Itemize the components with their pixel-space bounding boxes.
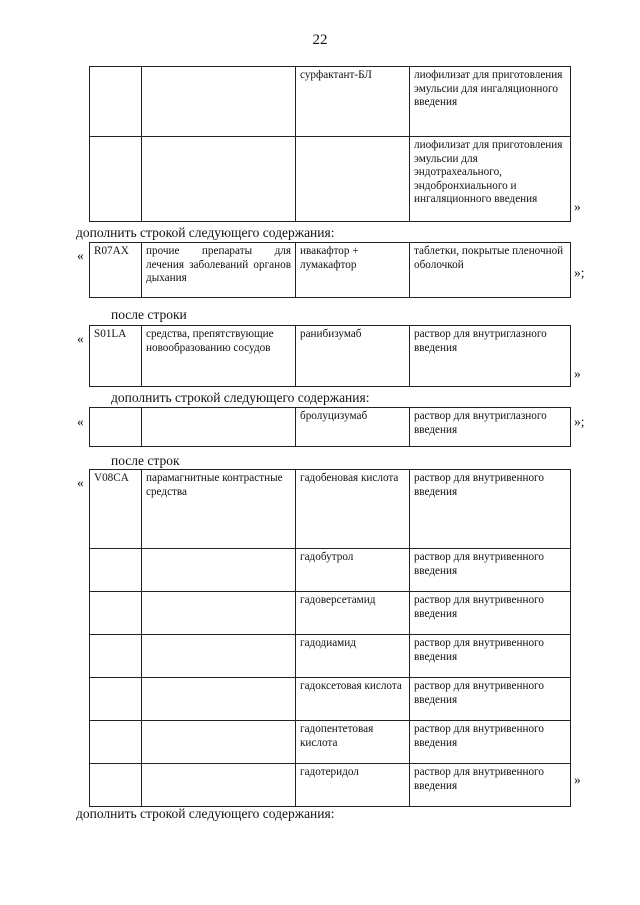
closing-quote: »: [574, 366, 581, 381]
drug-name-cell: [296, 137, 410, 222]
drug-table-4: [89, 407, 571, 447]
atc-code-cell: [90, 635, 142, 678]
dosage-form-cell: раствор для внутривенного введения: [410, 549, 571, 592]
page-number: 22: [312, 32, 328, 48]
table-row: [90, 678, 571, 721]
table-row: [90, 764, 571, 807]
group-cell: [142, 137, 296, 222]
drug-name-cell: гадоверсетамид: [296, 592, 410, 635]
drug-table-2: [89, 242, 571, 298]
instruction-text: дополнить строкой следующего содержания:: [76, 225, 335, 240]
atc-code-cell: [90, 549, 142, 592]
table-row: [90, 326, 571, 387]
table-row: [90, 470, 571, 549]
closing-quote-semicolon: »;: [574, 414, 585, 429]
dosage-form-cell: раствор для внутривенного введения: [410, 678, 571, 721]
drug-name-cell: гадопентетовая кислота: [296, 721, 410, 764]
instruction-text: дополнить строкой следующего содержания:: [76, 806, 335, 821]
table-row: [90, 408, 571, 447]
table-row: [90, 67, 571, 137]
table-row: [90, 137, 571, 222]
group-cell: [142, 635, 296, 678]
table-row: [90, 721, 571, 764]
drug-name-cell: бролуцизумаб: [296, 408, 410, 447]
group-cell: [142, 592, 296, 635]
dosage-form-cell: раствор для внутривенного введения: [410, 764, 571, 807]
drug-table-3: [89, 325, 571, 387]
group-cell: [142, 764, 296, 807]
instruction-text: дополнить строкой следующего содержания:: [111, 390, 370, 405]
table-row: [90, 549, 571, 592]
atc-code-cell: [90, 67, 142, 137]
atc-code-cell: V08CA: [90, 470, 142, 549]
table-row: [90, 592, 571, 635]
dosage-form-cell: раствор для внутривенного введения: [410, 470, 571, 549]
atc-code-cell: [90, 721, 142, 764]
drug-name-cell: гадодиамид: [296, 635, 410, 678]
drug-table-1: [89, 66, 571, 222]
dosage-form-cell: лиофилизат для приготовления эмульсии для эндотрахеального, эндобронхиального и ингаляционного введения: [410, 137, 571, 222]
dosage-form-cell: раствор для внутриглазного введения: [410, 408, 571, 447]
drug-name-cell: гадотеридол: [296, 764, 410, 807]
closing-quote: »: [574, 199, 581, 214]
dosage-form-cell: раствор для внутриглазного введения: [410, 326, 571, 387]
group-cell: [142, 549, 296, 592]
drug-name-cell: ивакафтор + лумакафтор: [296, 243, 410, 298]
dosage-form-cell: раствор для внутривенного введения: [410, 721, 571, 764]
group-cell: [142, 721, 296, 764]
drug-name-cell: сурфактант-БЛ: [296, 67, 410, 137]
closing-quote: »: [574, 772, 581, 787]
drug-name-cell: гадобутрол: [296, 549, 410, 592]
table-row: [90, 243, 571, 298]
atc-code-cell: [90, 678, 142, 721]
drug-name-cell: гадоксетовая кислота: [296, 678, 410, 721]
atc-code-cell: [90, 592, 142, 635]
opening-quote: «: [77, 414, 84, 429]
dosage-form-cell: раствор для внутривенного введения: [410, 635, 571, 678]
drug-name-cell: гадобеновая кислота: [296, 470, 410, 549]
dosage-form-cell: раствор для внутривенного введения: [410, 592, 571, 635]
atc-code-cell: [90, 764, 142, 807]
drug-table-5: [89, 469, 571, 807]
table-row: [90, 635, 571, 678]
opening-quote: «: [77, 331, 84, 346]
group-cell: [142, 67, 296, 137]
atc-code-cell: [90, 408, 142, 447]
atc-code-cell: [90, 137, 142, 222]
atc-code-cell: S01LA: [90, 326, 142, 387]
group-cell: средства, препятствующие новообразованию сосудов: [142, 326, 296, 387]
atc-code-cell: R07AX: [90, 243, 142, 298]
dosage-form-cell: таблетки, покрытые пленочной оболочкой: [410, 243, 571, 298]
instruction-text: после строк: [111, 453, 180, 468]
instruction-text: после строки: [111, 307, 187, 322]
opening-quote: «: [77, 248, 84, 263]
group-cell: [142, 408, 296, 447]
group-cell: прочие препараты для лечения заболеваний органов дыхания: [142, 243, 296, 298]
group-cell: парамагнитные контрастные средства: [142, 470, 296, 549]
dosage-form-cell: лиофилизат для приготовления эмульсии для ингаляционного введения: [410, 67, 571, 137]
closing-quote-semicolon: »;: [574, 265, 585, 280]
opening-quote: «: [77, 475, 84, 490]
drug-name-cell: ранибизумаб: [296, 326, 410, 387]
group-cell: [142, 678, 296, 721]
